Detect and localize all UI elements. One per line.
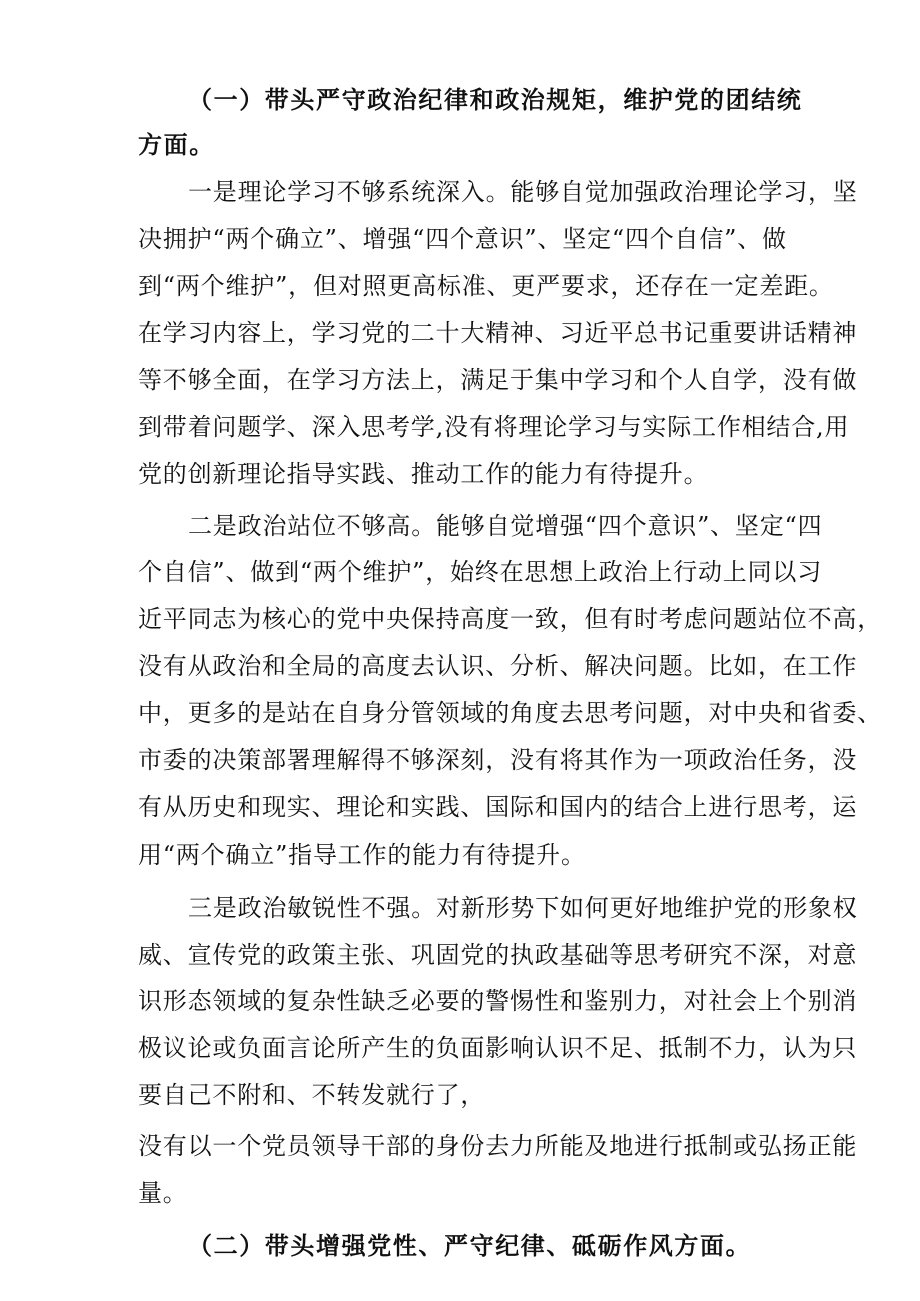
paragraph-3-line: 识形态领域的复杂性缺乏必要的警惕性和鉴别力，对社会上个别消 [138,987,858,1015]
paragraph-3-line: 威、宣传党的政策主张、巩固党的执政基础等思考研究不深，对意 [138,941,858,969]
paragraph-2-line: 二是政治站位不够高。能够自觉增强“四个意识”、坚定“四 [188,512,823,540]
paragraph-1-line: 等不够全面，在学习方法上，满足于集中学习和个人自学，没有做 [138,366,858,394]
paragraph-3-line: 三是政治敏锐性不强。对新形势下如何更好地维护党的形象权 [188,894,858,922]
paragraph-2-line: 个自信”、做到“两个维护”，始终在思想上政治上行动上同以习 [138,558,823,586]
paragraph-2-line: 中，更多的是站在自身分管领域的角度去思考问题，对中央和省委、 [138,699,882,727]
paragraph-2-line: 市委的决策部署理解得不够深刻，没有将其作为一项政治任务，没 [138,746,858,774]
paragraph-2-line: 有从历史和现实、理论和实践、国际和国内的结合上进行思考，运 [138,793,858,821]
section-heading-1-continuation: 方面。 [138,131,215,159]
paragraph-1-line: 到“两个维护”，但对照更高标准、更严要求，还存在一定差距。 [138,272,834,300]
paragraph-2-line: 没有从政治和全局的高度去认识、分析、解决问题。比如，在工作 [138,652,858,680]
paragraph-3-line: 没有以一个党员领导干部的身份去力所能及地进行抵制或弘扬正能 [138,1132,858,1160]
paragraph-1-line: 到带着问题学、深入思考学,没有将理论学习与实际工作相结合,用 [138,413,850,441]
paragraph-2-line: 近平同志为核心的党中央保持高度一致，但有时考虑问题站位不高， [138,605,882,633]
paragraph-1-line: 决拥护“两个确立”、增强“四个意识”、坚定“四个自信”、做 [138,225,787,253]
section-heading-2: （二）带头增强党性、严守纪律、砥砺作风方面。 [188,1232,752,1260]
paragraph-3-line: 要自己不附和、不转发就行了， [138,1081,486,1109]
paragraph-1-line: 一是理论学习不够系统深入。能够自觉加强政治理论学习，坚 [188,178,858,206]
paragraph-2-line: 用“两个确立”指导工作的能力有待提升。 [138,841,586,869]
section-heading-1: （一）带头严守政治纪律和政治规矩，维护党的团结统 [188,86,803,114]
paragraph-1-line: 在学习内容上，学习党的二十大精神、习近平总书记重要讲话精神 [138,319,858,347]
paragraph-3-line: 量。 [138,1179,188,1207]
paragraph-3-line: 极议论或负面言论所产生的负面影响认识不足、抵制不力，认为只 [138,1034,858,1062]
paragraph-1-line: 党的创新理论指导实践、推动工作的能力有待提升。 [138,460,709,488]
